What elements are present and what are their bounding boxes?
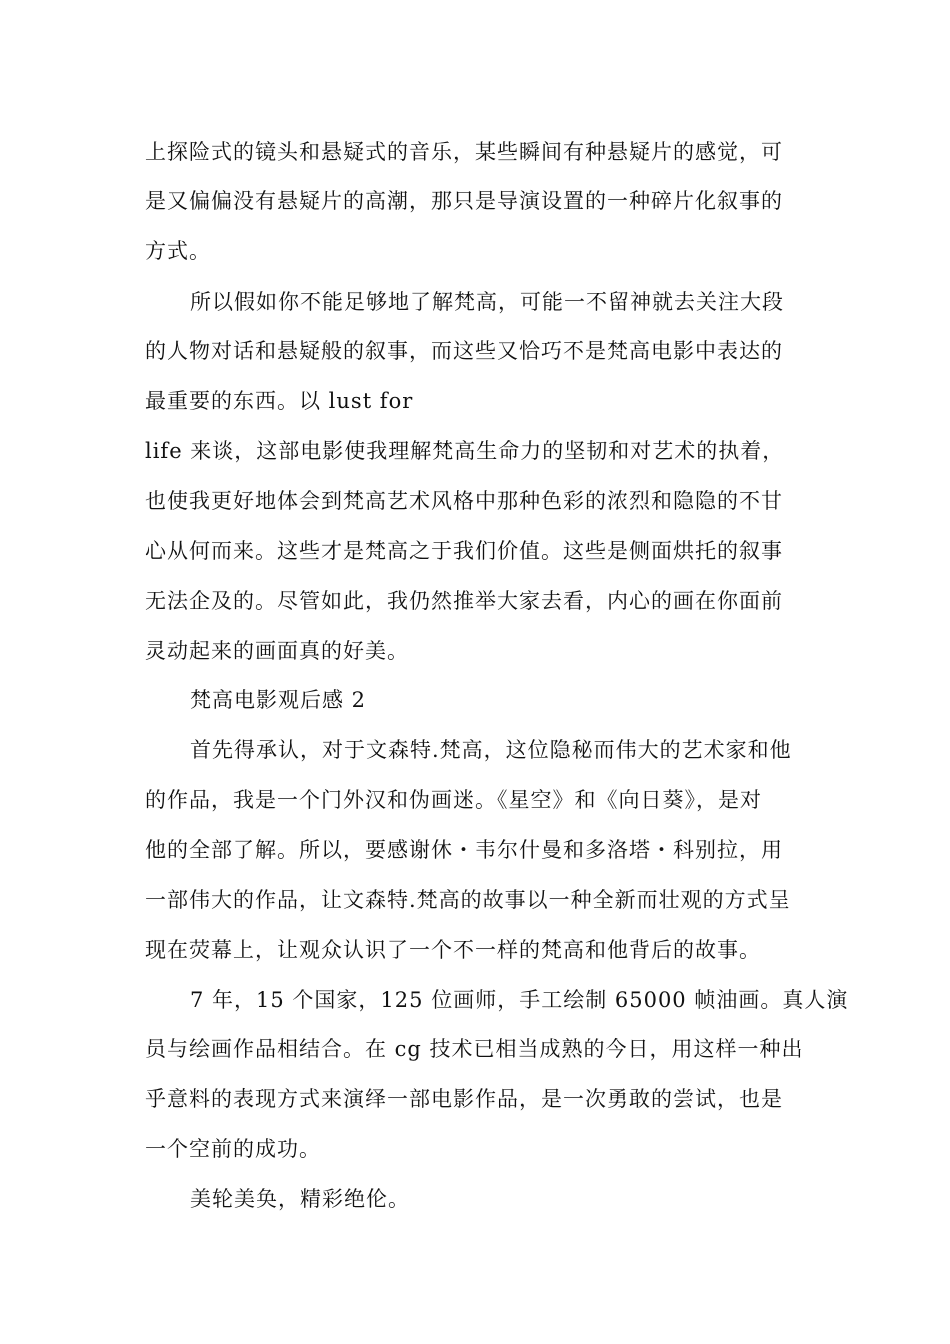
text-line: 也使我更好地体会到梵高艺术风格中那种色彩的浓烈和隐隐的不甘 [145, 489, 783, 513]
text-line: 一个空前的成功。 [145, 1137, 321, 1161]
text-line: 一部伟大的作品，让文森特.梵高的故事以一种全新而壮观的方式呈 [145, 888, 791, 912]
text-line: 上探险式的镜头和悬疑式的音乐，某些瞬间有种悬疑片的感觉，可 [145, 140, 783, 164]
text-line: 员与绘画作品相结合。在 cg 技术已相当成熟的今日，用这样一种出 [145, 1037, 804, 1061]
text-line: 心从何而来。这些才是梵高之于我们价值。这些是侧面烘托的叙事 [145, 539, 783, 563]
text-line: 乎意料的表现方式来演绎一部电影作品，是一次勇敢的尝试，也是 [145, 1087, 783, 1111]
text-line: 的作品，我是一个门外汉和伪画迷。《星空》和《向日葵》，是对 [145, 788, 762, 812]
text-line: 首先得承认，对于文森特.梵高，这位隐秘而伟大的艺术家和他 [190, 738, 792, 762]
text-line: 所以假如你不能足够地了解梵高，可能一不留神就去关注大段 [190, 290, 784, 314]
text-line: life 来谈，这部电影使我理解梵高生命力的坚韧和对艺术的执着， [145, 439, 785, 463]
text-line: 无法企及的。尽管如此，我仍然推举大家去看，内心的画在你面前 [145, 589, 783, 613]
text-line: 现在荧幕上，让观众认识了一个不一样的梵高和他背后的故事。 [145, 938, 761, 962]
text-line: 灵动起来的画面真的好美。 [145, 639, 409, 663]
text-line: 最重要的东西。以 lust for [145, 389, 414, 413]
text-line: 的人物对话和悬疑般的叙事，而这些又恰巧不是梵高电影中表达的 [145, 339, 783, 363]
text-line: 他的全部了解。所以，要感谢休・韦尔什曼和多洛塔・科别拉，用 [145, 838, 783, 862]
text-line: 7 年，15 个国家，125 位画师，手工绘制 65000 帧油画。真人演 [190, 988, 849, 1012]
section-heading: 梵高电影观后感 2 [190, 688, 367, 712]
text-line: 美轮美奂，精彩绝伦。 [190, 1187, 410, 1211]
text-line: 是又偏偏没有悬疑片的高潮，那只是导演设置的一种碎片化叙事的 [145, 189, 783, 213]
text-line: 方式。 [145, 239, 211, 263]
